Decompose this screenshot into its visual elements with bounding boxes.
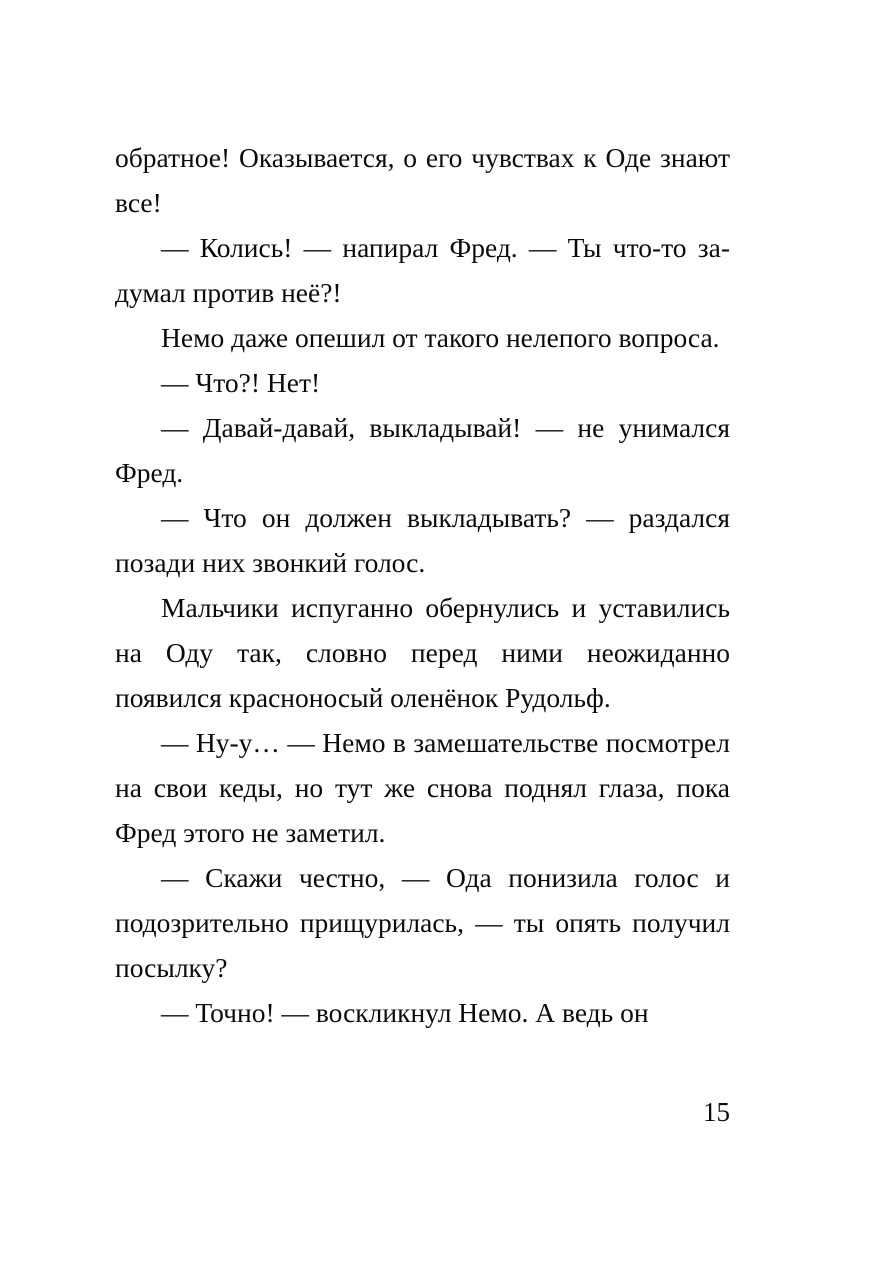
paragraph: — Скажи честно, — Ода понизила голос и подозрительно прищурилась, — ты опять получил посылку?	[115, 862, 730, 983]
paragraph: Немо даже опешил от такого нелепого вопроса.	[161, 322, 720, 353]
paragraph: — Точно! — воскликнул Немо. А ведь он	[161, 997, 649, 1028]
paragraph: — Что он должен выкладывать? — раздался позади них звонкий голос.	[115, 502, 730, 578]
page-number: 15	[703, 1097, 730, 1127]
paragraph: — Колись! — напирал Фред. — Ты что-то задумал против неё?!	[115, 232, 730, 308]
paragraph: обратное! Оказывается, о его чувствах к Оде знают все!	[115, 142, 730, 218]
paragraph: Мальчики испуганно обернулись и уставились на Оду так, словно перед ними неожиданно появился красноносый оленёнок Рудольф.	[115, 592, 730, 713]
paragraph: — Ну-у… — Немо в замешательстве посмотрел на свои кеды, но тут же снова поднял глаза, пока Фред этого не заметил.	[115, 727, 730, 848]
paragraph: — Что?! Нет!	[161, 367, 321, 398]
page-text-block	[115, 135, 730, 1035]
paragraph: — Давай-давай, выкладывай! — не унимался Фред.	[115, 412, 730, 488]
